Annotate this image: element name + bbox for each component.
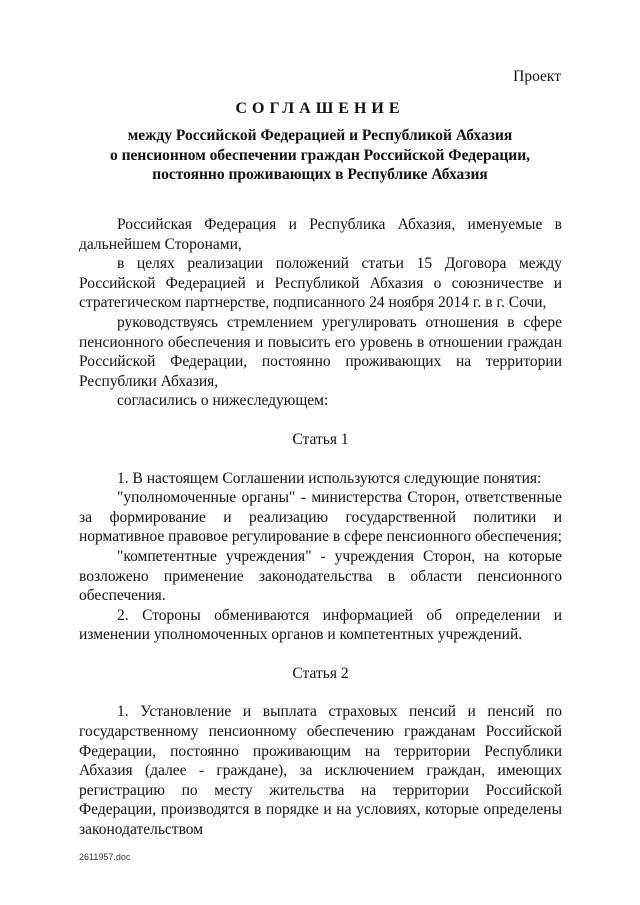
- article-1-paragraph: "уполномоченные органы" - министерства Сторон, ответственные за формирование и реализацию государственной политики и нормативное правовое регулирование в сфере пенсионного обеспечения;: [79, 489, 562, 546]
- document-body: [79, 215, 562, 840]
- subtitle-line: о пенсионном обеспечении граждан Российской Федерации,: [109, 146, 531, 164]
- preamble-paragraph: согласились о нижеследующем:: [117, 392, 329, 410]
- subtitle-line: между Российской Федерацией и Республикой Абхазия: [127, 127, 513, 144]
- article-1-paragraph: "компетентные учреждения" - учреждения Сторон, на которые возложено применение законодательства в области пенсионного обеспечения.: [79, 547, 562, 605]
- article-1-heading: Статья 1: [292, 430, 349, 448]
- preamble-paragraph: в целях реализации положений статьи 15 Договора между Российской Федерацией и Республикой Абхазия о союзничестве и стратегическом партнерстве, подписанного 24 ноября 2014 г. в г. Сочи,: [79, 255, 562, 312]
- document-subtitle: [0, 126, 640, 185]
- file-name-footer: 2611957.doc: [79, 852, 131, 862]
- document-title: СОГЛАШЕНИЕ: [235, 100, 405, 117]
- article-2-heading: Статья 2: [292, 664, 349, 682]
- article-2-paragraph: 1. Установление и выплата страховых пенсий и пенсий по государственному пенсионному обеспечению гражданам Российской Федерации, постоянно проживающим на территории Республики Абхазия (далее - граждане), за исключением граждан, имеющих регистрацию по месту жительства на территории Российской Федерации, производятся в порядке и на условиях, которые определены законодательством: [79, 703, 562, 839]
- subtitle-line: постоянно проживающих в Республике Абхазия: [152, 166, 488, 183]
- article-1-paragraph: 1. В настоящем Соглашении используются следующие понятия:: [117, 469, 542, 487]
- article-1-paragraph: 2. Стороны обмениваются информацией об определении и изменении уполномоченных органов и компетентных учреждений.: [79, 606, 562, 644]
- preamble-paragraph: руководствуясь стремлением урегулировать отношения в сфере пенсионного обеспечения и повысить его уровень в отношении граждан Российской Федерации, постоянно проживающих на территории Республики Абхазия,: [79, 313, 562, 390]
- draft-label: Проект: [513, 68, 561, 85]
- preamble-paragraph: Российская Федерация и Республика Абхазия, именуемые в дальнейшем Сторонами,: [79, 216, 562, 253]
